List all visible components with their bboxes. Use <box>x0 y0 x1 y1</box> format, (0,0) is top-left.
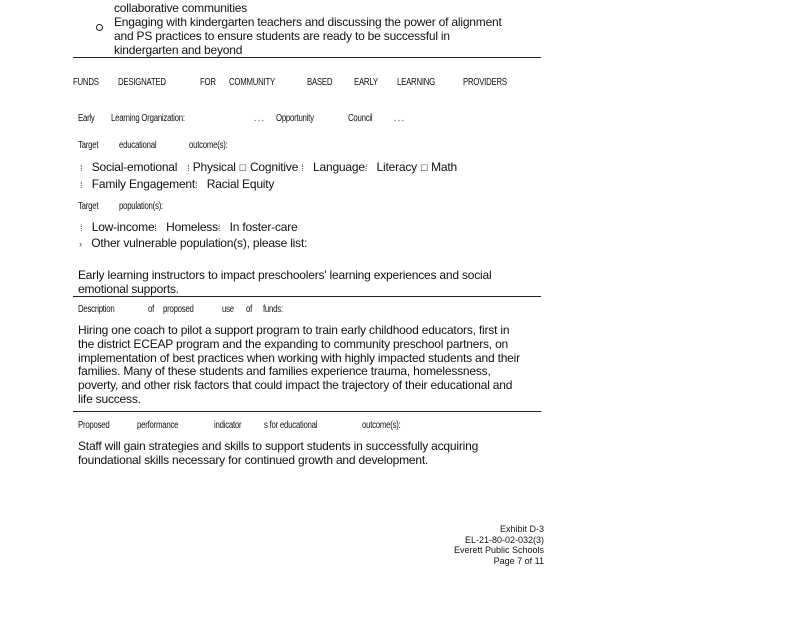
population-option: Homeless <box>166 220 218 234</box>
org-label: Learning Organization: <box>111 113 185 124</box>
title-word: PROVIDERS <box>463 77 507 88</box>
org-dots: . . . <box>394 113 404 124</box>
description-label: Description <box>78 304 115 315</box>
outcome-option: Literacy <box>376 160 417 174</box>
checkbox-icon[interactable]: ⁞ <box>301 163 304 173</box>
description-label: use <box>222 304 234 315</box>
bullet-item-line: kindergarten and beyond <box>114 43 243 57</box>
checkbox-icon[interactable]: ⁞ <box>154 223 157 233</box>
performance-label: outcome(s): <box>362 420 401 431</box>
outcomes-row <box>80 160 457 174</box>
outcomes-label: Target <box>78 140 99 151</box>
outcome-option: Racial Equity <box>206 177 275 191</box>
section-divider <box>73 296 541 297</box>
checkbox-icon[interactable]: ⁞ <box>195 180 198 190</box>
title-word: FUNDS <box>73 77 99 88</box>
footer-page-number: Page 7 of 11 <box>493 555 544 566</box>
footer-exhibit: Exhibit D-3 <box>499 524 544 534</box>
population-label: population(s): <box>119 201 163 212</box>
outcome-option: Math <box>431 160 458 174</box>
title-word: DESIGNATED <box>118 77 166 88</box>
checkbox-icon[interactable]: ⁞ <box>364 163 368 173</box>
population-row <box>80 220 298 234</box>
section-divider <box>73 57 541 58</box>
title-word: COMMUNITY <box>229 77 275 88</box>
population-row <box>79 236 307 250</box>
title-word: BASED <box>307 77 333 88</box>
population-description: emotional supports. <box>78 282 179 296</box>
outcomes-label: outcome(s): <box>189 140 228 151</box>
footer-code: EL-21-80-02-032(3) <box>464 534 544 545</box>
org-value: Council <box>348 113 373 124</box>
checkbox-icon[interactable]: ⁞ <box>80 223 83 233</box>
population-description: Early learning instructors to impact preschoolers' learning experiences and social <box>78 268 492 282</box>
population-option: In foster-care <box>229 220 298 234</box>
performance-label: s for educational <box>264 420 318 431</box>
org-value: Opportunity <box>276 113 314 124</box>
description-line: poverty, and other risk factors that could impact the trajectory of their educational and <box>78 378 513 392</box>
footer-district: Everett Public Schools <box>453 545 544 555</box>
arrow-bullet-icon: › <box>79 239 82 249</box>
page-footer <box>454 524 544 566</box>
title-word: LEARNING <box>397 77 436 88</box>
checkbox-icon[interactable]: ☐ <box>420 163 428 173</box>
description-label: of <box>148 304 155 315</box>
description-label: funds: <box>263 304 283 315</box>
title-word: EARLY <box>354 77 378 88</box>
performance-line: foundational skills necessary for continued growth and development. <box>78 453 429 467</box>
description-line: Hiring one coach to pilot a support program to train early childhood educators, first in <box>78 323 510 337</box>
hollow-bullet-icon <box>96 18 103 36</box>
outcome-option: Language <box>313 160 365 174</box>
performance-label: performance <box>137 420 179 431</box>
outcomes-row <box>80 177 274 191</box>
population-option: Low-income <box>91 220 155 234</box>
bullet-item-line: and PS practices to ensure students are ready to be successful in <box>114 29 450 43</box>
description-line: life success. <box>78 392 141 406</box>
description-line: the district ECEAP program and the expanding to community preschool partners, on <box>78 337 509 351</box>
description-label: proposed <box>163 304 194 315</box>
description-line: implementation of best practices when working with highly impacted students and their <box>78 351 520 365</box>
description-line: families. Many of these students and families experience trauma, homelessness, <box>78 364 491 378</box>
population-label: Target <box>78 201 99 212</box>
checkbox-icon[interactable]: ⁞ <box>80 180 83 190</box>
checkbox-icon[interactable]: ⁞ <box>187 163 190 173</box>
outcome-option: Social-emotional <box>91 160 178 174</box>
title-word: FOR <box>200 77 216 88</box>
performance-line: Staff will gain strategies and skills to support students in successfully acquiring <box>78 439 479 453</box>
outcomes-label: educational <box>119 140 157 151</box>
outcome-option: Family Engagement <box>91 177 196 191</box>
description-label: of <box>246 304 253 315</box>
section-divider <box>73 411 541 412</box>
outcome-option: Cognitive <box>249 160 299 174</box>
population-other: Other vulnerable population(s), please list: <box>91 236 308 250</box>
checkbox-icon[interactable]: ☐ <box>238 163 247 173</box>
org-dots: . . . <box>254 113 264 124</box>
outcome-option: Physical <box>192 160 236 174</box>
checkbox-icon[interactable]: ⁞ <box>80 163 83 173</box>
performance-label: indicator <box>214 420 242 431</box>
org-label: Early <box>78 113 95 124</box>
performance-label: Proposed <box>78 420 110 431</box>
bullet-continuation: collaborative communities <box>114 1 248 15</box>
checkbox-icon[interactable]: ⁞ <box>217 223 221 233</box>
bullet-item-line: Engaging with kindergarten teachers and discussing the power of alignment <box>114 15 502 29</box>
